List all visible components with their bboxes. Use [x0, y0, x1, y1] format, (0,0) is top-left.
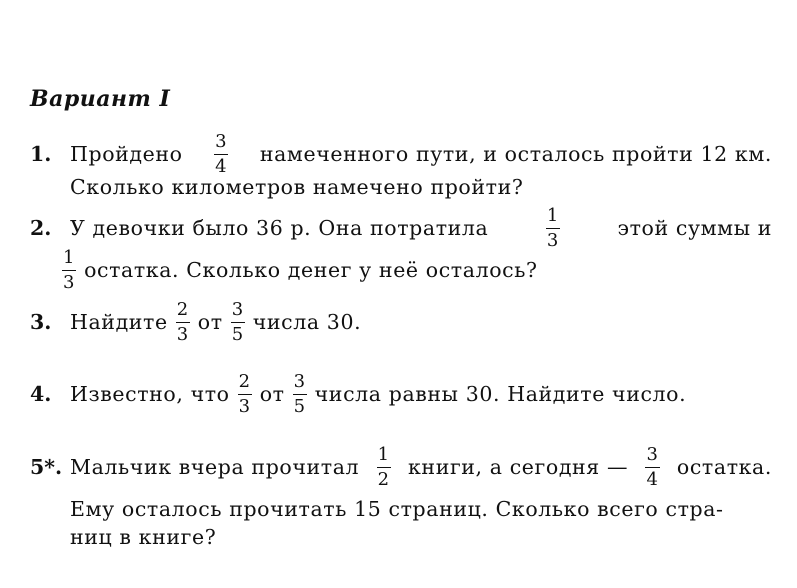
fraction-denominator: 3	[63, 271, 76, 293]
fraction-numerator: 1	[63, 246, 76, 268]
problem-2-fraction-1	[546, 206, 560, 251]
fraction-bar	[214, 154, 228, 155]
variant-title: Вариант I	[30, 86, 171, 112]
problem-1-text-before: Пройдено	[70, 142, 183, 166]
problem-5-text-after: остатка.	[676, 455, 772, 479]
problem-5-line-1	[70, 443, 772, 490]
fraction-denominator: 3	[546, 229, 559, 251]
problem-4-line-1	[70, 370, 772, 417]
problem-2-fraction-2	[62, 248, 76, 293]
problem-5-fraction-1	[377, 445, 391, 490]
problem-3-text-mid: от	[197, 310, 223, 334]
problem-3-text-before: Найдите	[70, 310, 168, 334]
problem-5-text-mid: книги, а сегодня —	[408, 455, 629, 479]
problem-5-line-3: ниц в книге?	[70, 525, 217, 549]
problem-2-number: 2.	[30, 216, 52, 240]
fraction-denominator: 3	[176, 323, 189, 345]
problem-3-text-after: числа 30.	[252, 310, 362, 334]
fraction-numerator: 2	[238, 370, 251, 392]
fraction-bar	[293, 394, 307, 395]
problem-4-fraction-2	[293, 372, 307, 417]
problem-2-text-before: У девочки было 36 р. Она потратила	[70, 216, 489, 240]
fraction-bar	[238, 394, 252, 395]
problem-2-line-2	[62, 246, 764, 293]
fraction-numerator: 2	[176, 298, 189, 320]
fraction-denominator: 5	[293, 395, 306, 417]
problem-2-text-after: этой суммы и	[617, 216, 772, 240]
problem-3-line-1	[70, 298, 772, 345]
fraction-numerator: 1	[377, 443, 390, 465]
problem-5-fraction-2	[645, 445, 659, 490]
fraction-numerator: 3	[293, 370, 306, 392]
problem-1-line-2: Сколько километров намечено пройти?	[70, 175, 524, 199]
fraction-numerator: 3	[231, 298, 244, 320]
problem-3-fraction-2	[231, 300, 245, 345]
fraction-bar	[231, 322, 245, 323]
fraction-bar	[176, 322, 190, 323]
problem-1-fraction	[214, 132, 228, 177]
problem-5-text-before: Мальчик вчера прочитал	[70, 455, 360, 479]
fraction-denominator: 3	[238, 395, 251, 417]
problem-4-text-mid: от	[259, 382, 285, 406]
problem-3-fraction-1	[176, 300, 190, 345]
fraction-numerator: 1	[546, 204, 559, 226]
fraction-denominator: 5	[231, 323, 244, 345]
fraction-bar	[377, 467, 391, 468]
problem-1-line-1	[70, 130, 772, 177]
fraction-numerator: 3	[646, 443, 659, 465]
problem-4-number: 4.	[30, 382, 52, 406]
problem-2-line-2-text: остатка. Сколько денег у неё осталось?	[84, 258, 538, 282]
problem-2-line-1	[70, 204, 772, 251]
problem-4-text-before: Известно, что	[70, 382, 230, 406]
fraction-numerator: 3	[215, 130, 228, 152]
fraction-denominator: 4	[215, 155, 228, 177]
problem-1-text-after: намеченного пути, и осталось пройти 12 км.	[259, 142, 772, 166]
problem-3-number: 3.	[30, 310, 52, 334]
fraction-bar	[62, 270, 76, 271]
fraction-bar	[546, 228, 560, 229]
problem-1-number: 1.	[30, 142, 52, 166]
problem-5-line-2: Ему осталось прочитать 15 страниц. Сколько всего стра-	[70, 497, 724, 521]
fraction-bar	[645, 467, 659, 468]
problem-5-number: 5*.	[30, 455, 63, 479]
problem-4-fraction-1	[238, 372, 252, 417]
fraction-denominator: 4	[646, 468, 659, 490]
fraction-denominator: 2	[377, 468, 390, 490]
problem-4-text-after: числа равны 30. Найдите число.	[314, 382, 687, 406]
